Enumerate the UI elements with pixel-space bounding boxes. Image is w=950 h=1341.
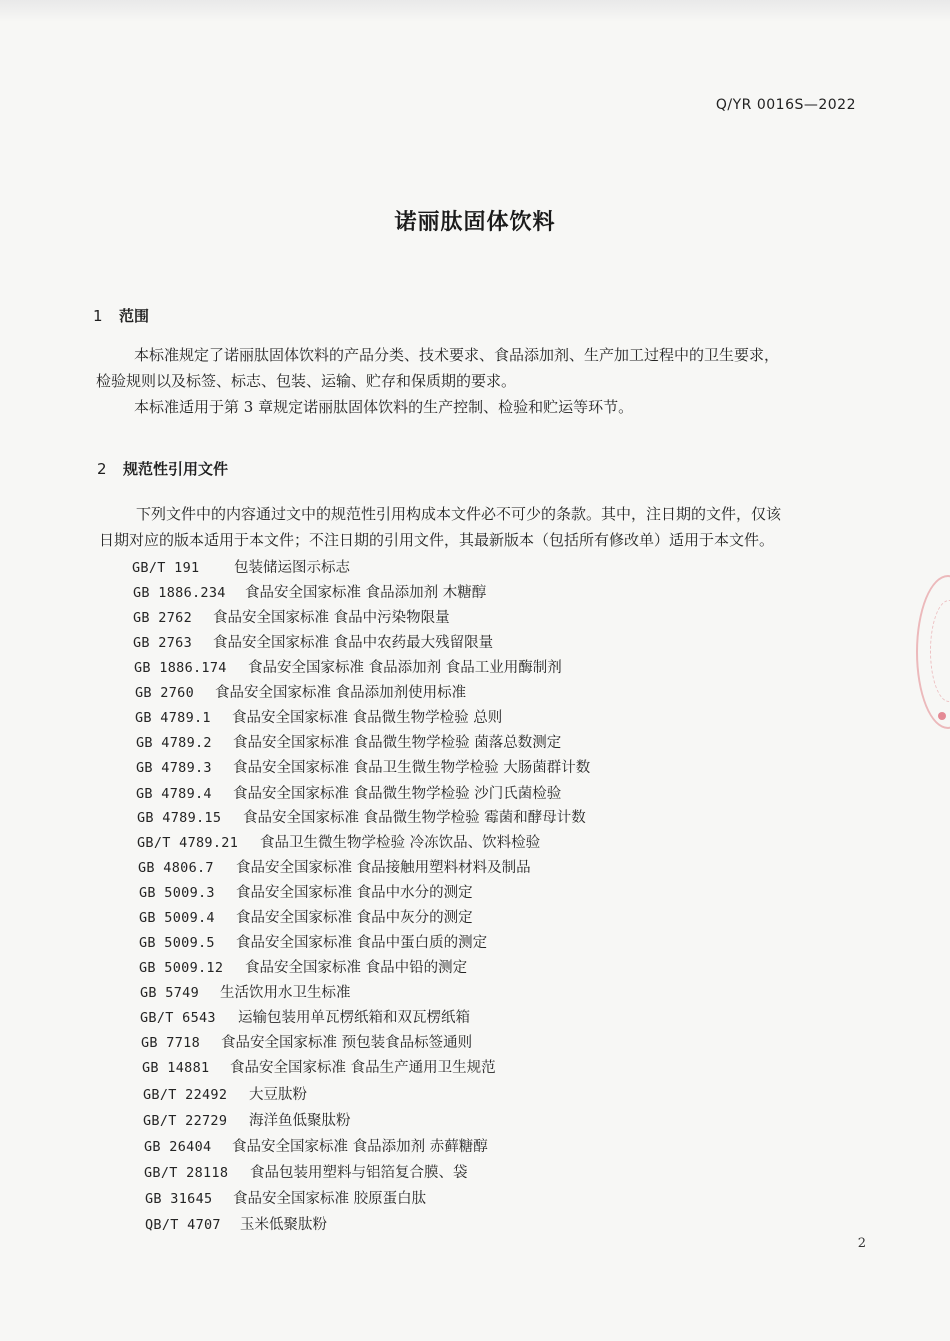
section-2-title: 规范性引用文件 <box>123 460 229 478</box>
section-1-title: 范围 <box>119 307 150 325</box>
reference-item <box>143 1083 307 1104</box>
reference-item <box>133 606 450 627</box>
reference-title: 食品安全国家标准 食品微生物学检验 菌落总数测定 <box>233 735 562 751</box>
reference-title: 食品安全国家标准 食品微生物学检验 霉菌和酵母计数 <box>243 810 586 826</box>
reference-code: GB 5009.5 <box>139 935 215 951</box>
document-title: 诺丽肽固体饮料 <box>394 210 556 235</box>
reference-title: 食品安全国家标准 食品生产通用卫生规范 <box>230 1060 496 1076</box>
reference-title: 大豆肽粉 <box>249 1087 307 1103</box>
reference-code: GB 5009.3 <box>139 885 215 901</box>
reference-title: 包装储运图示标志 <box>234 560 350 576</box>
reference-item <box>144 1161 468 1182</box>
reference-title: 食品包装用塑料与铝箔复合膜、袋 <box>250 1165 468 1181</box>
red-seal-stamp-mark <box>938 712 946 720</box>
reference-item <box>136 756 590 777</box>
reference-title: 食品安全国家标准 食品中水分的测定 <box>236 885 473 901</box>
reference-title: 海洋鱼低聚肽粉 <box>249 1113 351 1129</box>
reference-item <box>133 581 486 602</box>
reference-title: 食品安全国家标准 食品中灰分的测定 <box>236 910 473 926</box>
document-code: Q/YR 0016S—2022 <box>715 97 856 113</box>
reference-code: GB 2760 <box>135 685 194 701</box>
reference-code: GB/T 22729 <box>143 1113 228 1129</box>
reference-title: 食品安全国家标准 食品中农药最大残留限量 <box>213 635 494 651</box>
reference-item <box>137 831 540 852</box>
reference-title: 食品安全国家标准 食品中铅的测定 <box>245 960 468 976</box>
reference-code: GB 4806.7 <box>138 860 214 876</box>
reference-title: 食品安全国家标准 食品接触用塑料材料及制品 <box>236 860 531 876</box>
reference-item <box>139 956 467 977</box>
reference-title: 运输包装用单瓦楞纸箱和双瓦楞纸箱 <box>238 1010 470 1026</box>
reference-title: 食品安全国家标准 食品中污染物限量 <box>213 610 450 626</box>
reference-item <box>137 806 586 827</box>
reference-code: QB/T 4707 <box>145 1217 221 1233</box>
reference-code: GB 1886.234 <box>133 585 226 601</box>
reference-title: 食品安全国家标准 食品添加剂 赤藓糖醇 <box>232 1139 488 1155</box>
section-1-number: 1 <box>93 307 103 325</box>
reference-code: GB 5009.4 <box>139 910 215 926</box>
reference-title: 食品安全国家标准 食品添加剂 木糖醇 <box>245 585 487 601</box>
reference-item <box>139 931 487 952</box>
reference-code: GB 4789.1 <box>135 710 211 726</box>
reference-code: GB 2762 <box>133 610 192 626</box>
reference-title: 玉米低聚肽粉 <box>240 1217 327 1233</box>
reference-code: GB/T 22492 <box>143 1087 228 1103</box>
reference-code: GB/T 4789.21 <box>137 835 239 851</box>
reference-item <box>140 981 351 1002</box>
reference-code: GB 5009.12 <box>139 960 224 976</box>
section-2-heading <box>97 458 228 479</box>
reference-code: GB 4789.4 <box>136 786 212 802</box>
reference-title: 食品安全国家标准 食品卫生微生物学检验 大肠菌群计数 <box>233 760 591 776</box>
reference-item <box>136 782 561 803</box>
reference-title: 食品卫生微生物学检验 冷冻饮品、饮料检验 <box>260 835 541 851</box>
reference-item <box>134 656 562 677</box>
section-1-paragraph-1-line-1: 本标准规定了诺丽肽固体饮料的产品分类、技术要求、食品添加剂、生产加工过程中的卫生要求， <box>134 346 780 364</box>
reference-item <box>141 1031 472 1052</box>
reference-item <box>143 1109 351 1130</box>
reference-code: GB 31645 <box>145 1191 213 1207</box>
section-2-intro-line-2: 日期对应的版本适用于本文件；不注日期的引用文件，其最新版本（包括所有修改单）适用于本文件。 <box>99 531 775 549</box>
reference-title: 食品安全国家标准 预包装食品标签通则 <box>221 1035 473 1051</box>
reference-item <box>139 906 473 927</box>
reference-code: GB 26404 <box>144 1139 212 1155</box>
reference-title: 食品安全国家标准 食品微生物学检验 总则 <box>232 710 503 726</box>
reference-item <box>132 556 350 577</box>
reference-code: GB 4789.15 <box>137 810 222 826</box>
reference-code: GB 4789.3 <box>136 760 212 776</box>
reference-item <box>145 1213 327 1234</box>
reference-item <box>145 1187 426 1208</box>
reference-code: GB 1886.174 <box>134 660 227 676</box>
reference-title: 食品安全国家标准 食品微生物学检验 沙门氏菌检验 <box>233 786 562 802</box>
reference-code: GB 14881 <box>142 1060 210 1076</box>
reference-title: 食品安全国家标准 胶原蛋白肽 <box>233 1191 427 1207</box>
section-2-number: 2 <box>97 460 107 478</box>
reference-title: 生活饮用水卫生标准 <box>220 985 351 1001</box>
reference-item <box>135 706 502 727</box>
section-1-paragraph-2: 本标准适用于第 3 章规定诺丽肽固体饮料的生产控制、检验和贮运等环节。 <box>134 398 634 416</box>
page-number: 2 <box>857 1236 866 1251</box>
reference-code: GB 2763 <box>133 635 192 651</box>
reference-code: GB/T 191 <box>132 560 200 576</box>
reference-item <box>144 1135 488 1156</box>
reference-item <box>142 1056 496 1077</box>
section-2-intro-line-1: 下列文件中的内容通过文中的规范性引用构成本文件必不可少的条款。其中，注日期的文件，仅该 <box>136 505 782 523</box>
reference-item <box>138 856 531 877</box>
reference-item <box>133 631 493 652</box>
reference-title: 食品安全国家标准 食品添加剂使用标准 <box>215 685 467 701</box>
reference-code: GB/T 6543 <box>140 1010 216 1026</box>
reference-item <box>140 1006 470 1027</box>
section-1-heading <box>93 305 149 326</box>
reference-item <box>135 681 466 702</box>
reference-title: 食品安全国家标准 食品中蛋白质的测定 <box>236 935 488 951</box>
section-1-paragraph-1-line-2: 检验规则以及标签、标志、包装、运输、贮存和保质期的要求。 <box>96 372 517 390</box>
reference-title: 食品安全国家标准 食品添加剂 食品工业用酶制剂 <box>248 660 562 676</box>
reference-item <box>136 731 561 752</box>
reference-code: GB 4789.2 <box>136 735 212 751</box>
reference-code: GB 5749 <box>140 985 199 1001</box>
scan-edge-shadow <box>0 0 950 22</box>
reference-code: GB/T 28118 <box>144 1165 229 1181</box>
reference-code: GB 7718 <box>141 1035 200 1051</box>
reference-item <box>139 881 473 902</box>
